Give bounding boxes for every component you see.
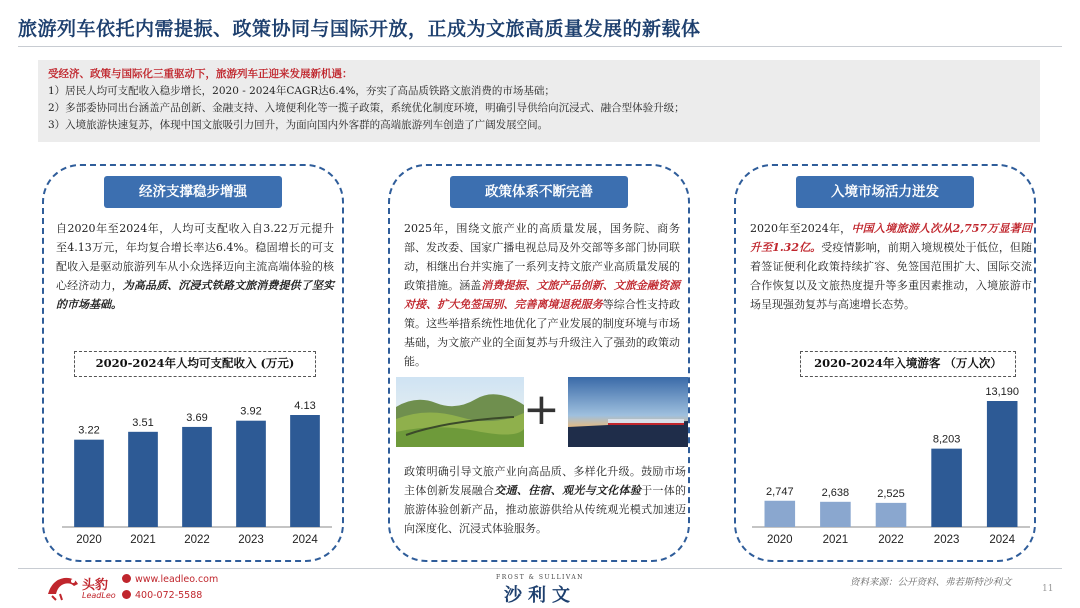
policy-heading: 政策体系不断完善: [450, 176, 628, 208]
frost-sullivan-cn: 沙利文: [504, 585, 576, 606]
tick-label: 2020: [767, 534, 793, 546]
bar: [931, 449, 962, 527]
policy-text-2: [404, 462, 686, 538]
tick-label: 2022: [878, 534, 904, 546]
bar: [765, 501, 796, 527]
tick-label: 2020: [76, 534, 102, 546]
tick-label: 2024: [292, 534, 318, 546]
tick-label: 2024: [989, 534, 1015, 546]
logo-subtext: LeadLeo: [82, 591, 116, 600]
sunset-train-photo: [568, 377, 688, 447]
economy-text-emphasis: 为高品质、沉浸式铁路文旅消费提供了坚实的市场基础。: [56, 279, 334, 311]
inbound-text-emphasis: 中国入境旅游人次从2,757万显著回升至1.32亿。: [750, 222, 1032, 254]
economy-text: [56, 219, 334, 314]
bar: [876, 503, 907, 527]
bar: [74, 440, 104, 527]
leopard-icon: [46, 572, 80, 602]
data-label: 3.92: [240, 405, 262, 418]
data-label: 4.13: [294, 400, 316, 412]
page-title: 旅游列车依托内需提振、政策协同与国际开放，正成为文旅高质量发展的新载体: [18, 18, 701, 40]
income-chart-title: 2020-2024年人均可支配收入 (万元): [74, 351, 316, 377]
bar: [820, 502, 851, 527]
bar: [182, 427, 212, 527]
inbound-chart: [752, 384, 1030, 549]
policy-text-1-b: 等综合性支持政策。这些举措系统性地优化了产业发展的制度环境与市场基础，为文旅产业的全面复苏与升级注入了强劲的政策动能。: [404, 298, 680, 368]
logo-text: 头豹: [82, 578, 109, 593]
grassland-train-photo: [396, 377, 524, 447]
data-label: 2,747: [766, 485, 794, 498]
data-label: 3.51: [132, 416, 154, 429]
summary-item: 1）居民人均可支配收入稳步增长，2020 - 2024年CAGR达6.4%，夯实了高品质铁路文旅消费的市场基础；: [48, 85, 555, 97]
phone-text: 400-072-5588: [135, 590, 203, 601]
page-number: 11: [1042, 584, 1054, 594]
phone-icon: [122, 590, 131, 599]
data-label: 3.69: [186, 411, 208, 424]
policy-text-1: [404, 219, 680, 371]
data-label: 2,525: [877, 487, 905, 500]
website-text: www.leadleo.com: [135, 574, 219, 585]
phone-number: [122, 590, 202, 601]
policy-text-2-b: 于一体的旅游体验创新产品，推动旅游供给从传统观光模式加速迈向深度化、沉浸式体验服务。: [404, 484, 687, 535]
inbound-bar-chart: [752, 384, 1030, 549]
tick-label: 2021: [130, 534, 156, 546]
economy-heading: 经济支撑稳步增强: [104, 176, 282, 208]
data-label: 8,203: [932, 433, 961, 446]
tick-label: 2021: [822, 534, 849, 546]
policy-text-2-a: 政策明确引导文旅产业向高品质、多样化升级。鼓励市场主体创新发展融合: [404, 465, 686, 497]
source-note: 资料来源：公开资料、弗若斯特沙利文: [850, 577, 1012, 588]
tick-label: 2023: [933, 534, 960, 546]
economy-text-plain: 自2020年至2024年，人均可支配收入自3.22万元提升至4.13万元，年均复合增长率达6.4%。稳固增长的可支配收入是驱动旅游列车从小众选择迈向主流高端体验的核心经济动力，: [56, 222, 334, 292]
inbound-text: [750, 219, 1032, 314]
data-label: 2,638: [821, 486, 850, 499]
globe-icon: [122, 574, 131, 583]
bar: [128, 432, 158, 527]
policy-text-1-emphasis: 消费提振、文旅产品创新、文旅金融资源对接、扩大免签国别、完善离境退税服务: [404, 279, 681, 311]
website-link[interactable]: [122, 574, 218, 585]
inbound-text-b: 受疫情影响，前期入境规模处于低位，但随着签证便利化政策持续扩容、免签国范围扩大、国际交流合作恢复以及文旅热度提升等多重因素推动，入境旅游市场呈现强劲复苏与高速增长态势。: [750, 241, 1033, 311]
policy-text-2-emphasis: 交通、住宿、观光与文化体验: [494, 484, 642, 497]
summary-item: 2）多部委协同出台涵盖产品创新、金融支持、入境便利化等一揽子政策，系统优化制度环境，明确引导供给向沉浸式、融合型体验升级；: [48, 102, 685, 114]
data-label: 3.22: [78, 424, 100, 437]
data-label: 13,190: [985, 386, 1020, 398]
income-bar-chart: [62, 384, 332, 549]
title-divider: [18, 46, 1062, 47]
bar: [987, 401, 1018, 527]
plus-sign: +: [523, 384, 560, 435]
inbound-chart-title: 2020-2024年入境游客 （万人次）: [800, 351, 1016, 377]
inbound-text-a: 2020年至2024年，: [750, 222, 852, 235]
footer-divider: [18, 568, 1062, 569]
inbound-heading: 入境市场活力迸发: [796, 176, 974, 208]
summary-box: [38, 60, 1040, 142]
policy-text-1-a: 2025年，围绕文旅产业的高质量发展，国务院、商务部、发改委、国家广播电视总局及外交部等多部门协同联动，相继出台并实施了一系列支持文旅产业高质量发展的政策措施。涵盖: [404, 222, 680, 292]
bar: [236, 421, 266, 527]
summary-lead: 受经济、政策与国际化三重驱动下，旅游列车正迎来发展新机遇：: [48, 68, 353, 80]
tick-label: 2023: [238, 534, 264, 546]
income-chart: [62, 384, 332, 549]
tick-label: 2022: [184, 534, 210, 546]
frost-sullivan-en: FROST & SULLIVAN: [496, 574, 584, 581]
summary-item: 3）入境旅游快速复苏，体现中国文旅吸引力回升，为面向国内外客群的高端旅游列车创造了广阔发展空间。: [48, 119, 549, 131]
bar: [290, 415, 320, 527]
